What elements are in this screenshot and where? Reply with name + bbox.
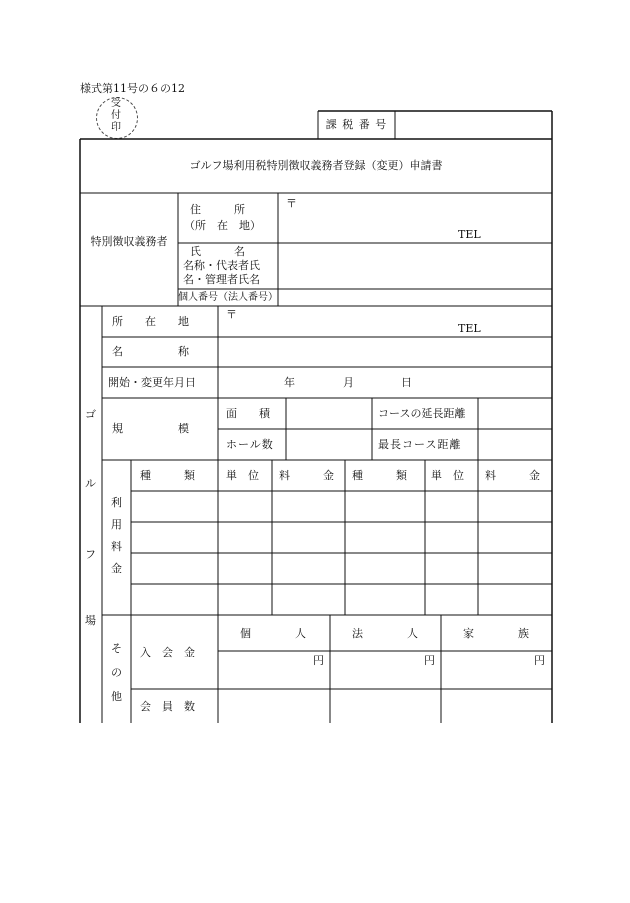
other-vertical-char: の [111,666,122,679]
golf-vertical-char: 場 [85,614,96,627]
tel-label: TEL [458,228,481,241]
longest-course-label: 最長コース距離 [378,438,462,451]
course-length-label: コースの延長距離 [378,407,466,420]
family-label: 家 族 [463,627,529,640]
seal-char: 受 [111,98,121,109]
fee-header-fee: 料 金 [485,469,540,482]
scale-label: 規 模 [112,422,189,435]
golf-vertical-char: フ [85,548,96,561]
id-number-label: 個人番号（法人番号） [178,292,278,303]
fee-vertical-char: 金 [111,562,122,575]
start-date-label: 開始・変更年月日 [108,376,196,389]
golf-postal-mark: 〒 [226,308,237,321]
member-count-label: 会 員 数 [140,700,195,713]
fee-header-type: 種 類 [140,469,195,482]
other-vertical-char: 他 [111,690,122,703]
date-month-label: 月 [343,376,354,389]
golf-vertical-char: ゴ [85,408,96,421]
corporate-label: 法 人 [352,627,418,640]
name-label: 氏 名 [190,245,245,258]
fee-header-type: 種 類 [352,469,407,482]
member-count-individual-field[interactable] [219,690,329,722]
address-label-sub: （所 在 地） [184,219,261,232]
location-label: 所 在 地 [112,315,189,328]
fee-header-unit: 単 位 [431,469,464,482]
golf-tel-label: TEL [458,322,481,335]
name-label-sub-1: 名称・代表者氏 [183,259,260,272]
fee-vertical-char: 料 [111,540,122,553]
postal-mark: 〒 [286,197,297,210]
form-number: 様式第11号の６の12 [80,82,185,95]
address-label: 住 所 [190,203,245,216]
other-vertical-char: そ [111,642,122,655]
collector-name-field[interactable] [279,244,551,288]
collector-section-label: 特別徴収義務者 [90,235,168,248]
golf-name-field[interactable] [219,338,551,366]
member-count-family-field[interactable] [442,690,551,722]
yen-unit: 円 [424,654,435,667]
longest-course-field[interactable] [479,430,551,459]
entrance-fee-corporate-field[interactable] [331,652,440,688]
entrance-fee-family-field[interactable] [442,652,551,688]
area-field[interactable] [287,399,371,428]
course-length-field[interactable] [479,399,551,428]
yen-unit: 円 [534,654,545,667]
member-count-corporate-field[interactable] [331,690,440,722]
date-day-label: 日 [401,376,412,389]
seal-char: 付 [111,110,121,121]
form-title: ゴルフ場利用税特別徴収義務者登録（変更）申請書 [189,159,443,172]
fee-vertical-char: 利 [111,496,122,509]
fee-header-unit: 単 位 [226,469,259,482]
fee-vertical-char: 用 [111,518,122,531]
individual-label: 個 人 [240,627,306,640]
golf-name-label: 名 称 [112,345,189,358]
golf-location-field[interactable] [219,322,449,336]
seal-char: 印 [111,122,121,133]
entrance-fee-label: 入 会 金 [140,646,195,659]
holes-label: ホール数 [226,438,274,451]
tax-number-label: 課 税 番 号 [325,118,388,131]
date-year-label: 年 [284,376,295,389]
id-number-field[interactable] [279,290,551,305]
holes-field[interactable] [287,430,371,459]
fee-header-fee: 料 金 [279,469,334,482]
tax-number-field[interactable] [396,112,551,138]
golf-vertical-char: ル [85,477,96,490]
area-label: 面 積 [226,407,270,420]
entrance-fee-individual-field[interactable] [219,652,329,688]
collector-address-field[interactable] [279,211,551,241]
yen-unit: 円 [313,654,324,667]
name-label-sub-2: 名・管理者氏名 [183,273,260,286]
